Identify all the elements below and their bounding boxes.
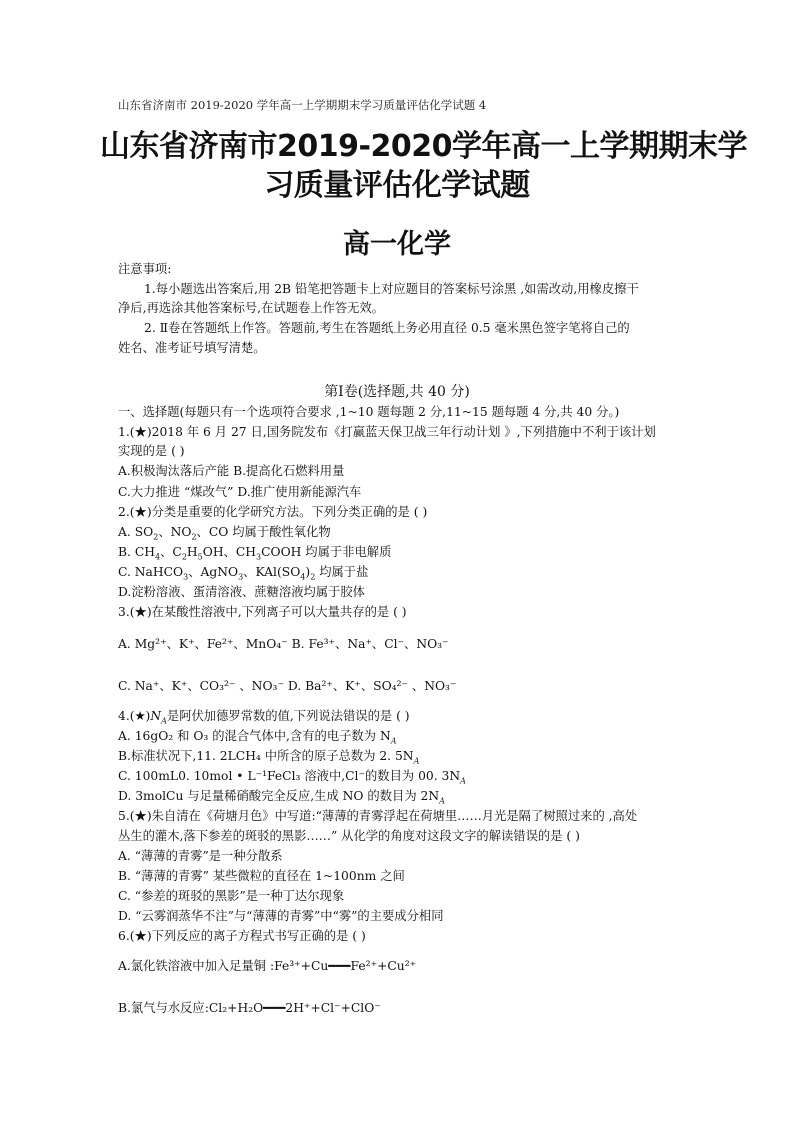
running-header: 山东省济南市 2019-2020 学年高一上学期期末学习质量评估化学试题 4	[118, 98, 487, 112]
document-subtitle: 高一化学	[343, 229, 451, 260]
q4-option-b: B.标准状况下,11. 2LCH₄ 中所含的原子总数为 2. $5N_A$	[118, 749, 420, 766]
notice-item-1-cont: 净后,再选涂其他答案标号,在试题卷上作答无效。	[118, 301, 385, 315]
section-heading: 第Ⅰ卷(选择题,共 40 分)	[324, 384, 470, 400]
notice-item-2-cont: 姓名、准考证号填写清楚。	[118, 341, 266, 355]
q5-option-b: B. “薄薄的青雾” 某些微粒的直径在 1~100nm 之间	[118, 869, 405, 883]
q2-option-d: D.淀粉溶液、蛋清溶液、蔗糖溶液均属于胶体	[118, 585, 365, 599]
q5-stem: 5.(★)朱自清在《荷塘月色》中写道:“薄薄的青雾浮起在荷塘里……月光是隔了树照过来的 ,高处	[118, 809, 638, 823]
q3-options-cd: C. Na⁺、K⁺、CO₃²⁻ 、NO₃⁻ D. Ba²⁺、K⁺、SO₄²⁻ 、NO₃⁻	[118, 679, 457, 693]
q5-option-d: D. “云雾润蒸华不注”与“薄薄的青雾”中“雾”的主要成分相同	[118, 909, 444, 923]
q5-option-c: C. “参差的斑驳的黑影”是一种丁达尔现象	[118, 889, 345, 903]
q1-stem-cont: 实现的是 ( )	[118, 444, 185, 458]
q1-stem: 1.(★)2018 年 6 月 27 日,国务院发布《打赢蓝天保卫战三年行动计划 》,下列措施中不利于该计划	[118, 425, 656, 439]
q3-options-ab: A. Mg²⁺、K⁺、Fe²⁺、MnO₄⁻ B. Fe³⁺、Na⁺、Cl⁻、NO₃⁻	[118, 637, 449, 651]
q3-stem: 3.(★)在某酸性溶液中,下列离子可以大量共存的是 ( )	[118, 605, 407, 619]
q4-option-d: D. 3molCu 与足量稀硝酸完全反应,生成 NO 的数目为 $2N_A$	[118, 789, 445, 806]
document-title-line-2: 习质量评估化学试题	[264, 168, 530, 203]
document-title-line-1: 山东省济南市2019-2020学年高一上学期期末学	[100, 129, 747, 164]
part-intro: 一、选择题(每题只有一个选项符合要求 ,1~10 题每题 2 分,11~15 题每题 4 分,共 40 分。)	[118, 405, 620, 419]
q2-option-a: A. $SO_2$、$NO_2$、CO 均属于酸性氧化物	[118, 525, 331, 542]
q2-option-c: C. NaHCO$_3$、AgNO$_3$、$KAl(SO_4)_2$ 均属于盐	[118, 565, 369, 582]
q4-option-a: A. 16gO₂ 和 O₃ 的混合气体中,含有的电子数为 $N_A$	[118, 729, 397, 746]
q6-stem: 6.(★)下列反应的离子方程式书写正确的是 ( )	[118, 929, 366, 943]
q4-stem: $4.(★)N_A$是阿伏加德罗常数的值,下列说法错误的是 ( )	[118, 709, 410, 726]
q5-stem-cont: 丛生的灌木,落下参差的斑驳的黑影……” 从化学的角度对这段文字的解读错误的是 ( )	[118, 829, 580, 843]
notice-item-2: 2. Ⅱ卷在答题纸上作答。答题前,考生在答题纸上务必用直径 0.5 毫米黑色签字笔将自己的	[144, 321, 630, 335]
q4-option-c: C. 100mL0. 10mol • L⁻¹FeCl₃ 溶液中,Cl⁻的数目为 00. $3N_A$	[118, 769, 466, 786]
q6-option-b: B.氯气与水反应:Cl₂+H₂O━━━2H⁺+Cl⁻+ClO⁻	[118, 1001, 381, 1015]
q2-stem: 2.(★)分类是重要的化学研究方法。下列分类正确的是 ( )	[118, 505, 428, 519]
q1-options-cd: C.大力推进 “煤改气” D.推广使用新能源汽车	[118, 485, 362, 499]
q1-options-ab: A.积极淘汰落后产能 B.提高化石燃料用量	[118, 464, 345, 478]
q2-option-b: B. $CH_4$、$C_2H_5OH$、$CH_3COOH$ 均属于非电解质	[118, 545, 392, 562]
notice-heading: 注意事项:	[118, 262, 172, 276]
q5-option-a: A. “薄薄的青雾”是一种分散系	[118, 849, 283, 863]
q6-option-a: A.氯化铁溶液中加入足量铜 :Fe³⁺+Cu━━━Fe²⁺+Cu²⁺	[118, 959, 417, 973]
notice-item-1: 1.每小题选出答案后,用 2B 铅笔把答题卡上对应题目的答案标号涂黑 ,如需改动,用橡皮擦干	[144, 282, 639, 296]
